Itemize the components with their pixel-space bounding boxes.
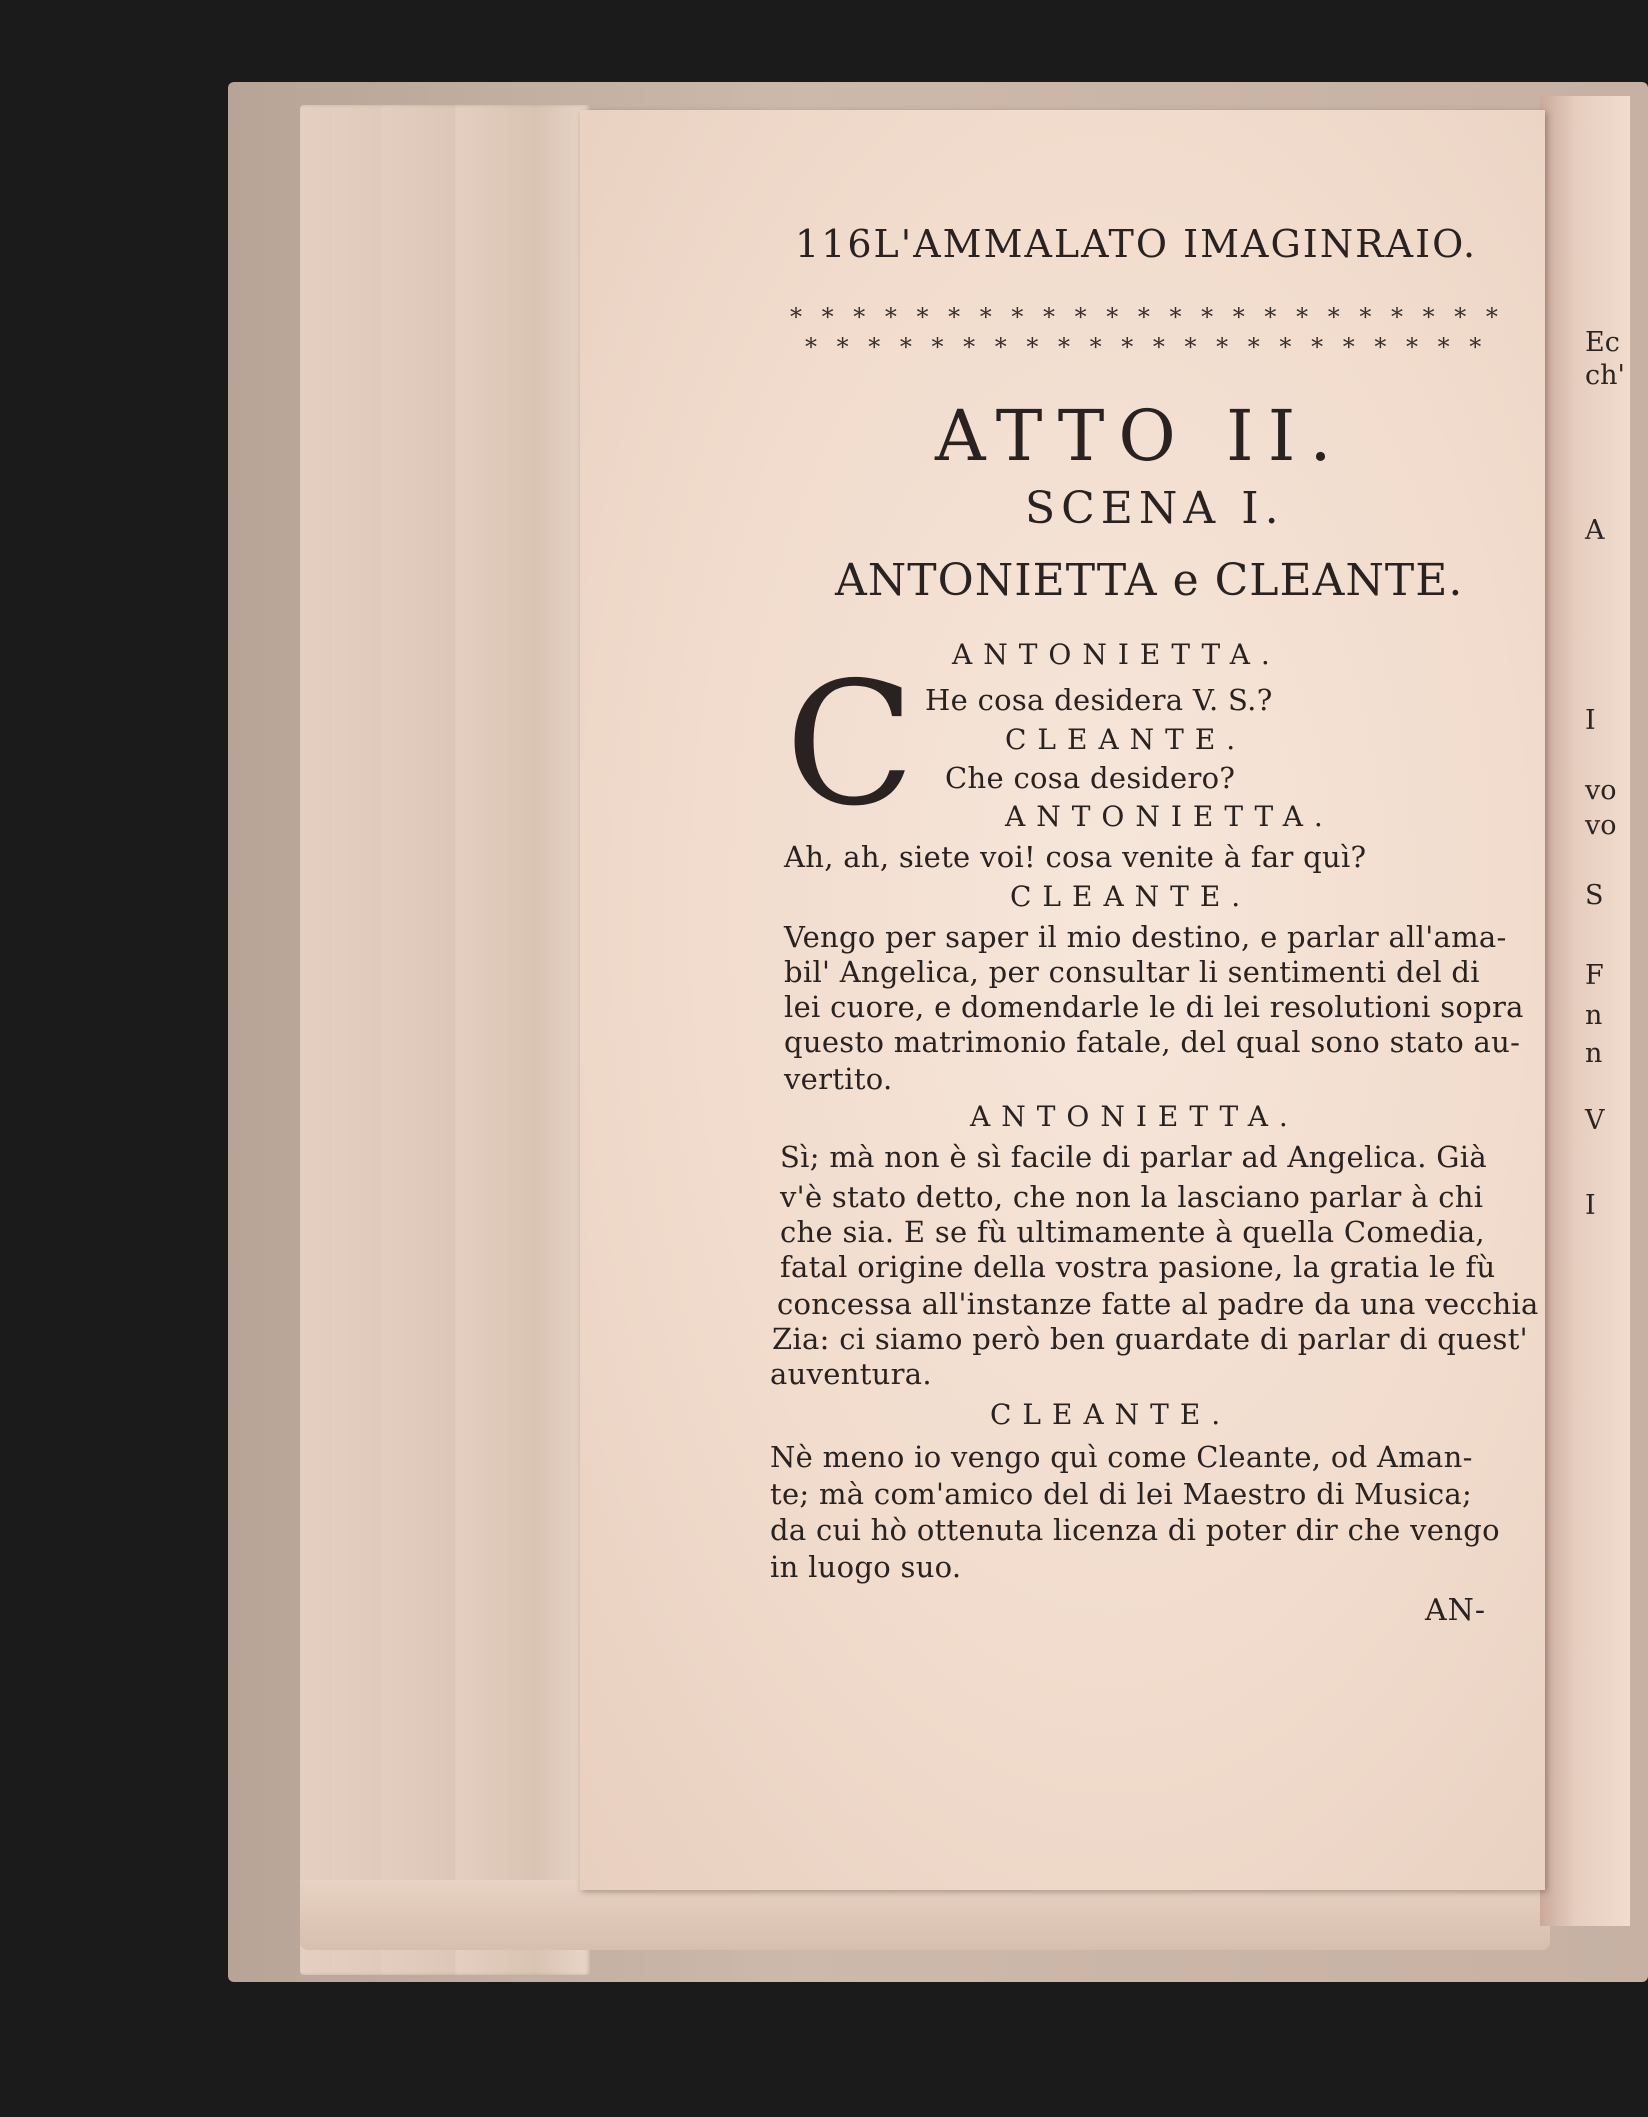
text-line: v'è stato detto, che non la lasciano parlar à chi — [780, 1180, 1484, 1214]
text-line: vertito. — [784, 1062, 893, 1096]
text-line: Ah, ah, siete voi! cosa venite à far quì? — [784, 840, 1367, 874]
facing-page-fragment: n — [1585, 1000, 1603, 1031]
speaker-name: ANTONIETTA. — [970, 1100, 1299, 1133]
speaker-name: ANTONIETTA. — [1005, 800, 1334, 833]
text-line: Sì; mà non è sì facile di parlar ad Angelica. Già — [780, 1140, 1487, 1174]
facing-page-fragment: vo — [1585, 775, 1617, 806]
text-line: He cosa desidera V. S.? — [925, 683, 1273, 717]
text-line: Che cosa desidero? — [945, 761, 1236, 795]
facing-page-fragment: V — [1585, 1105, 1605, 1136]
text-line: fatal origine della vostra pasione, la gratia le fù — [780, 1250, 1496, 1284]
text-line: bil' Angelica, per consultar li sentimenti del di — [784, 955, 1480, 989]
facing-page-fragment: I — [1585, 1190, 1596, 1221]
text-line: lei cuore, e domendarle le di lei resolutioni sopra — [784, 990, 1524, 1024]
persons-line: ANTONIETTA e CLEANTE. — [835, 555, 1464, 606]
facing-page-fragment: Ec — [1585, 327, 1620, 358]
facing-page-fragment: vo — [1585, 810, 1617, 841]
act-title: ATTO II. — [935, 395, 1346, 477]
facing-page-fragment: A — [1585, 515, 1605, 546]
speaker-name: CLEANTE. — [1010, 880, 1252, 913]
ornament-row: * * * * * * * * * * * * * * * * * * * * * * * — [790, 303, 1504, 331]
running-head: 116L'AMMALATO IMAGINRAIO. — [795, 222, 1478, 266]
facing-page-fragment: F — [1585, 960, 1604, 991]
text-line: concessa all'instanze fatte al padre da una vecchia — [777, 1287, 1539, 1321]
text-line: Vengo per saper il mio destino, e parlar all'ama- — [784, 920, 1507, 954]
text-line: che sia. E se fù ultimamente à quella Comedia, — [780, 1215, 1485, 1249]
speaker-name: CLEANTE. — [1005, 723, 1247, 756]
facing-page-fragment: S — [1585, 880, 1604, 911]
text-line: da cui hò ottenuta licenza di poter dir che vengo — [770, 1513, 1500, 1547]
text-line: Nè meno io vengo quì come Cleante, od Aman- — [770, 1440, 1473, 1474]
facing-page-fragment: I — [1585, 705, 1596, 736]
text-line: auventura. — [770, 1357, 932, 1391]
facing-page-fragment: ch' — [1585, 360, 1625, 391]
speaker-name: CLEANTE. — [990, 1398, 1232, 1431]
catchword: AN- — [1425, 1593, 1487, 1628]
drop-cap: C — [785, 646, 916, 844]
text-line: in luogo suo. — [770, 1550, 962, 1584]
facing-page-fragment: n — [1585, 1038, 1603, 1069]
scene-title: SCENA I. — [1025, 483, 1285, 534]
ornament-row: * * * * * * * * * * * * * * * * * * * * * * — [805, 333, 1488, 361]
text-line: Zia: ci siamo però ben guardate di parlar di quest' — [772, 1322, 1528, 1356]
text-line: questo matrimonio fatale, del qual sono stato au- — [784, 1025, 1521, 1059]
page-bottom-edge — [300, 1880, 1550, 1950]
text-line: te; mà com'amico del di lei Maestro di Musica; — [770, 1477, 1473, 1511]
page-edges — [455, 105, 590, 1975]
speaker-name: ANTONIETTA. — [952, 638, 1281, 671]
